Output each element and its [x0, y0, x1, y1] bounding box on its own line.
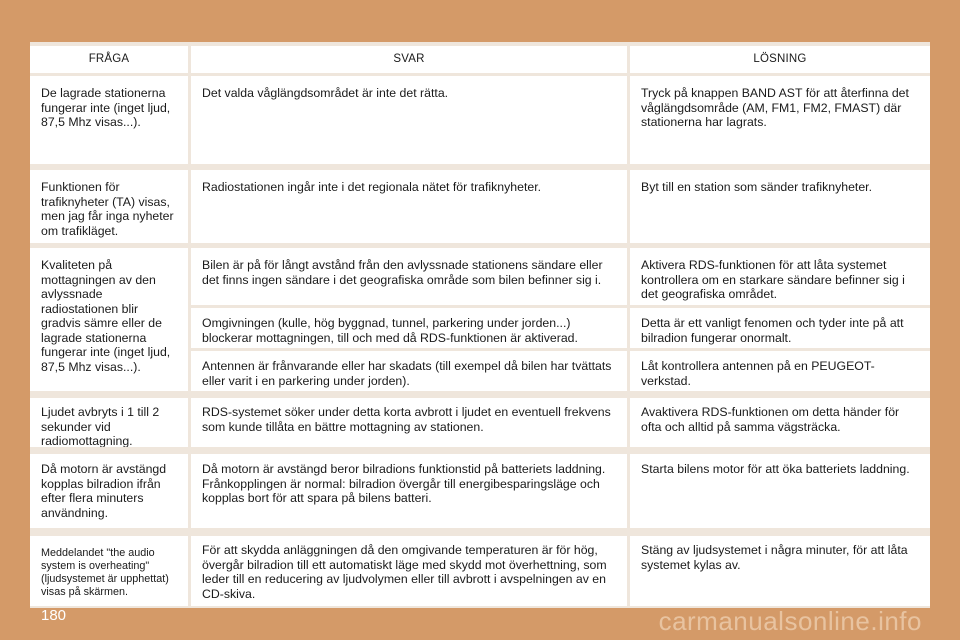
- row-answer: Radiostationen ingår inte i det regionala nätet för trafiknyheter.: [191, 170, 627, 243]
- row-question: Funktionen för trafiknyheter (TA) visas, men jag får inga nyheter om trafikläget.: [30, 170, 188, 243]
- row-solution: Byt till en station som sänder trafiknyheter.: [630, 170, 930, 243]
- row-answer: Antennen är frånvarande eller har skadats (till exempel då bilen har tvättats eller varit i en parkering under jorden).: [191, 351, 627, 391]
- watermark: carmanualsonline.info: [658, 606, 922, 636]
- header-question: FRÅGA: [30, 46, 188, 73]
- row-solution: Tryck på knappen BAND AST för att återfinna det våglängdsområde (AM, FM1, FM2, FMAST) där stationerna har lagrats.: [630, 76, 930, 164]
- header-solution: LÖSNING: [630, 46, 930, 73]
- row-answer: Omgivningen (kulle, hög byggnad, tunnel, parkering under jorden...) blockerar mottagningen, till och med då RDS-funktionen är aktiverad.: [191, 308, 627, 348]
- row-question: Kvaliteten på mottagningen av den avlyssnade radiostationen blir gradvis sämre eller de lagrade stationerna fungerar inte (inget ljud, 87,5 Mhz visas...).: [30, 248, 188, 391]
- row-solution: Låt kontrollera antennen på en PEUGEOT-verkstad.: [630, 351, 930, 391]
- page-number: 180: [41, 607, 67, 624]
- row-answer: Det valda våglängdsområdet är inte det rätta.: [191, 76, 627, 164]
- troubleshooting-table: [30, 42, 930, 608]
- row-question: Meddelandet "the audio system is overheating" (ljudsystemet är upphettat) visas på skärmen.: [30, 536, 188, 606]
- row-solution: Aktivera RDS-funktionen för att låta systemet kontrollera om en starkare sändare befinner sig i det geografiska området.: [630, 248, 930, 305]
- row-question: Då motorn är avstängd kopplas bilradion ifrån efter flera minuters användning.: [30, 454, 188, 528]
- row-solution: Detta är ett vanligt fenomen och tyder inte på att bilradion fungerar onormalt.: [630, 308, 930, 348]
- row-solution: Starta bilens motor för att öka batteriets laddning.: [630, 454, 930, 528]
- row-solution: Avaktivera RDS-funktionen om detta händer för ofta och alltid på samma vägsträcka.: [630, 398, 930, 447]
- header-answer: SVAR: [191, 46, 627, 73]
- row-answer: För att skydda anläggningen då den omgivande temperaturen är för hög, övergår bilradion till ett automatiskt läge med skydd mot överhettning, som leder till en reducering av ljudvolymen eller till avbrott i avspelningen av en CD-skiva.: [191, 536, 627, 606]
- row-question: De lagrade stationerna fungerar inte (inget ljud, 87,5 Mhz visas...).: [30, 76, 188, 164]
- row-answer: Bilen är på för långt avstånd från den avlyssnade stationens sändare eller det finns ingen sändare i det geografiska område som bilen befinner sig i.: [191, 248, 627, 305]
- row-answer: RDS-systemet söker under detta korta avbrott i ljudet en eventuell frekvens som kunde tillåta en bättre mottagning av stationen.: [191, 398, 627, 447]
- row-answer: Då motorn är avstängd beror bilradions funktionstid på batteriets laddning. Frånkopplingen är normal: bilradion övergår till energibesparingsläge och kopplas bort för att spara på bilens batteri.: [191, 454, 627, 528]
- row-question: Ljudet avbryts i 1 till 2 sekunder vid radiomottagning.: [30, 398, 188, 447]
- row-solution: Stäng av ljudsystemet i några minuter, för att låta systemet kylas av.: [630, 536, 930, 606]
